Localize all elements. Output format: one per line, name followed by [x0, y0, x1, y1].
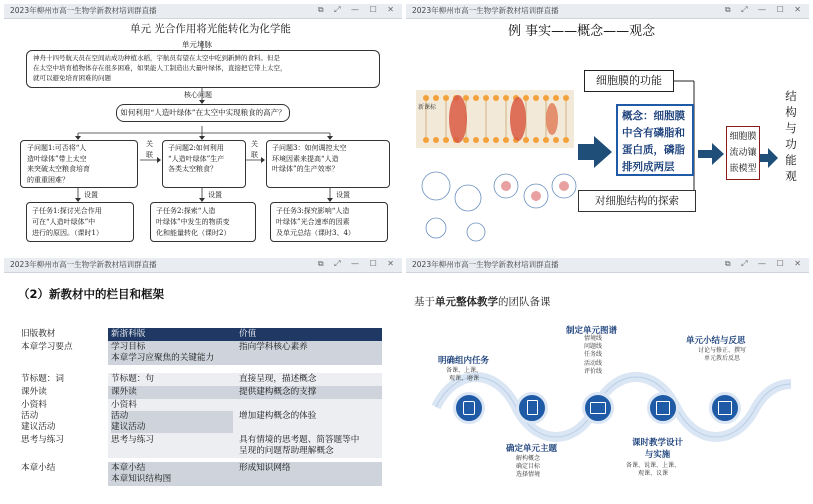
- task-1: [26, 202, 134, 242]
- view-char: 结: [785, 89, 797, 103]
- model-line: 细胞膜: [729, 132, 757, 142]
- task-line: 进行的原因。（课时1）: [32, 229, 103, 237]
- table-cell: [108, 341, 236, 365]
- sub-question-line: 子问题3：如何调控太空: [272, 144, 347, 152]
- step-title-line: 课时教学设计: [632, 437, 684, 447]
- cell-line: 思考与练习: [111, 435, 154, 445]
- cell-line: 活动: [111, 411, 233, 422]
- slide-title: 单元 光合作用将光能转化为化学能: [130, 23, 291, 35]
- step-4-title: [632, 436, 683, 460]
- slide-new-textbook-columns: [4, 272, 402, 500]
- process-wave: [406, 272, 809, 500]
- slide-title: 例 事实——概念——观念: [508, 24, 656, 39]
- cell-line: 小资料: [21, 400, 47, 410]
- step-sub-line: 观课、议课: [638, 471, 669, 478]
- slide-fact-concept-view: [406, 18, 809, 250]
- task-3: [270, 202, 388, 242]
- table-cell: [236, 462, 382, 486]
- table-row: [18, 341, 382, 365]
- title-prefix: 基于: [414, 296, 435, 308]
- step-2-title: 确定单元主题: [506, 443, 558, 453]
- sub-question-3: [266, 140, 390, 188]
- view-char: 与: [785, 121, 797, 135]
- concept-line: 排列成两层: [622, 161, 675, 173]
- concept-line: 概念：细胞膜: [622, 110, 685, 122]
- task-line: 子任务2:探索“人造: [156, 207, 216, 215]
- view-char: 能: [785, 153, 797, 167]
- fact-cell-membrane-function: [584, 70, 674, 92]
- sub-question-line: 造叶绿体”带上太空: [27, 154, 87, 163]
- window-title: 2023年柳州市高一生物学新教材培训群直播: [10, 260, 157, 269]
- cell-line: 学习目标: [111, 342, 146, 352]
- cell-line: 课外读: [111, 387, 137, 397]
- step-5-sub: [698, 347, 746, 363]
- cell-line: 呈现的问题帮助理解概念: [239, 446, 334, 456]
- view-char: 功: [785, 137, 797, 151]
- step-5-circle: [709, 392, 741, 424]
- table-cell: [18, 462, 108, 486]
- window-title: 2023年柳州市高一生物学新教材培训群直播: [10, 6, 157, 15]
- setup-label: 设置: [208, 191, 222, 199]
- setup-label: 设置: [84, 191, 98, 199]
- step-sub-line: 选择情境: [516, 472, 541, 479]
- table-header: 价值: [239, 329, 257, 339]
- window-top-right: [406, 4, 809, 250]
- step-3-sub: [584, 335, 602, 376]
- cell-line: 小资料: [111, 400, 137, 410]
- calendar-icon: [656, 401, 670, 415]
- cell-line: 活动: [21, 411, 39, 421]
- arrow-right-icon: [758, 148, 778, 168]
- step-2-sub: [516, 455, 540, 480]
- table-header: 旧版教材: [18, 328, 108, 341]
- task-line: 可在“人造叶绿体”中: [32, 218, 96, 226]
- step-sub-line: 解构概念: [516, 456, 541, 462]
- relation-label: 关: [146, 140, 153, 148]
- table-cell: [18, 373, 108, 386]
- sub-question-line: 叶绿体”的生产效率？: [272, 165, 339, 173]
- protein: [449, 95, 467, 143]
- window-controls[interactable]: ⧉ ⤢ — ☐ ✕: [317, 5, 398, 14]
- cell-line: 节标题：词: [21, 374, 64, 384]
- cell-line: 思考与练习: [21, 435, 64, 445]
- sub-question-1: [20, 140, 138, 188]
- step-title-line: 与实施: [644, 449, 671, 459]
- step-3-circle: [582, 392, 614, 424]
- cell-line: 提供建构概念的支撑: [239, 387, 317, 397]
- title-bold: 单元整体教学: [435, 296, 498, 308]
- step-5-title: 单元小结与反思: [686, 335, 746, 345]
- table-cell: [236, 373, 382, 386]
- sub-question-line: 环境因素来提高“人造: [272, 154, 339, 163]
- cell-line: 本章知识结构图: [111, 474, 172, 484]
- table-cell: [18, 341, 108, 365]
- window-bottom-left: [4, 258, 402, 500]
- table-row: [18, 399, 382, 434]
- step-4-sub: [626, 462, 680, 478]
- cell-line: 课外读: [21, 387, 47, 397]
- setup-label: 设置: [336, 191, 350, 199]
- relation-label: 联: [146, 151, 153, 159]
- sub-question-line: “人造叶绿体”生产: [168, 154, 225, 163]
- cell-line: 建议活动: [111, 422, 233, 433]
- arrow-right-icon: [578, 136, 612, 168]
- sub-question-line: 子问题1:可否将“人: [27, 144, 87, 152]
- step-sub-line: 备课、说课、上课、: [626, 463, 681, 469]
- title-bar: [406, 258, 809, 273]
- table-cell: [236, 341, 382, 365]
- protein: [546, 103, 558, 135]
- table-cell: [18, 386, 108, 399]
- task-line: 叶绿体”光合速率的因素: [276, 218, 350, 226]
- cell-line: 直接呈现，描述概念: [239, 374, 317, 384]
- table-cell: [236, 399, 382, 434]
- fluid-mosaic-model-box: [726, 126, 760, 180]
- table-cell: [236, 386, 382, 399]
- cell-line: 本章小结: [111, 463, 146, 473]
- view-char: 观: [785, 169, 797, 183]
- view-char: 构: [785, 105, 797, 119]
- protein: [510, 97, 526, 141]
- core-question: 如何利用“人造叶绿体”在太空中实现粮食的高产？: [120, 108, 286, 117]
- window-top-left: [4, 4, 402, 250]
- step-sub-line: 活动线: [584, 360, 603, 367]
- sub-question-line: 来突破太空粮食培育: [27, 165, 90, 173]
- situation-line: 神舟十四号航天员在空间站成功种植水稻，宇航员有望在太空中吃到新鲜的食料。但是: [33, 54, 280, 62]
- title-bar: [4, 4, 402, 19]
- table-header: 新浙科版: [111, 329, 146, 339]
- clipboard-icon: [527, 400, 538, 415]
- sub-question-line: 子问题2:如何利用: [168, 144, 224, 152]
- table-row: [18, 373, 382, 386]
- structure-function-view: [783, 88, 799, 184]
- fact-text: 细胞膜的功能: [596, 74, 662, 87]
- table-row: [18, 434, 382, 458]
- table-cell: [108, 386, 236, 399]
- cell-line: 指向学科核心素养: [239, 342, 308, 352]
- export-icon: [718, 401, 732, 415]
- model-line: 流动镶: [729, 148, 757, 158]
- step-2-circle: [516, 392, 548, 424]
- table-spacer: [18, 365, 382, 373]
- document-icon: [463, 401, 475, 415]
- slide-unit-photosynthesis: [4, 18, 402, 250]
- cell-line: 本章学习应聚焦的关键能力: [111, 353, 215, 363]
- step-sub-line: 单元教后反思: [704, 356, 741, 363]
- situation-line: 在太空中培育植物体存在很多困难，如果能人工制造出大量叶绿体，直接把它带上太空，: [33, 64, 287, 72]
- core-label: 核心问题: [184, 91, 212, 99]
- table-header-row: [18, 328, 382, 341]
- cell-line: 形成知识网络: [239, 463, 291, 473]
- step-1-title: 明确组内任务: [438, 355, 490, 365]
- step-sub-line: 观课、磨课: [449, 376, 480, 383]
- mail-icon: [590, 402, 606, 414]
- table-cell: [236, 434, 382, 458]
- situation-box: [26, 50, 380, 88]
- situation-line: 就可以避免培育困难的问题: [33, 74, 111, 82]
- step-sub-line: 任务线: [584, 352, 603, 359]
- slide-team-lesson-prep: [406, 272, 809, 500]
- table-cell: [108, 399, 236, 434]
- step-3-title: 制定单元图谱: [566, 325, 618, 335]
- cell-line: 增加建构概念的体验: [239, 411, 317, 421]
- cell-line: 本章小结: [21, 463, 56, 473]
- table-row: [18, 462, 382, 486]
- situation-label: 单元境脉: [182, 40, 212, 49]
- title-bar: [406, 4, 809, 19]
- task-line: 及单元总结（课时3、4）: [276, 229, 355, 237]
- sub-question-2: [162, 140, 246, 188]
- concept-line: 蛋白质，磷脂: [622, 144, 685, 156]
- task-line: 子任务1:探讨光合作用: [32, 207, 102, 215]
- task-2: [150, 202, 256, 242]
- comparison-table: [18, 328, 382, 486]
- step-sub-line: 讨论与修正、撰写: [698, 348, 747, 354]
- membrane-label: 新课标: [418, 104, 437, 111]
- step-sub-line: 情境线: [584, 336, 603, 342]
- title-suffix: 的团队备课: [498, 296, 551, 308]
- task-line: 化和能量转化（课时2）: [156, 229, 231, 237]
- window-title: 2023年柳州市高一生物学新教材培训群直播: [412, 6, 559, 15]
- fact-text: 对细胞结构的探索: [595, 195, 679, 207]
- relation-label: 联: [251, 151, 258, 159]
- task-line: 叶绿体”中发生的物质变: [156, 218, 230, 226]
- arrow-right-icon: [698, 143, 724, 165]
- step-sub-line: 备课、上课、: [446, 368, 483, 374]
- concept-line: 中含有磷脂和: [622, 127, 685, 139]
- cell-line: 本章学习要点: [21, 342, 73, 352]
- step-4-circle: [647, 392, 679, 424]
- step-sub-line: 评价线: [584, 368, 603, 375]
- window-bottom-right: [406, 258, 809, 500]
- step-1-circle: [453, 392, 485, 424]
- slide-title: （2）新教材中的栏目和框架: [18, 287, 165, 301]
- sub-question-line: 各类太空粮食？: [168, 165, 217, 173]
- step-sub-line: 确定目标: [516, 464, 541, 471]
- task-line: 子任务3:探究影响“人造: [276, 207, 350, 215]
- sub-question-line: 的重重困难？: [27, 175, 69, 184]
- table-cell: [108, 434, 236, 458]
- table-cell: [108, 373, 236, 386]
- cell-line: 具有情境的思考题、简答题等中: [239, 435, 360, 445]
- window-controls[interactable]: ⧉ ⤢ — ☐ ✕: [724, 5, 805, 14]
- table-cell: [108, 462, 236, 486]
- window-controls[interactable]: ⧉ ⤢ — ☐ ✕: [317, 259, 398, 268]
- title-bar: [4, 258, 402, 273]
- cell-line: 节标题：句: [111, 374, 154, 384]
- step-1-sub: [446, 367, 482, 383]
- model-line: 嵌模型: [729, 164, 757, 174]
- step-sub-line: 问题线: [584, 344, 603, 351]
- core-question-box: [116, 104, 290, 122]
- table-row: [18, 386, 382, 399]
- fact-cell-structure-exploration: [578, 190, 696, 212]
- relation-label: 关: [251, 140, 258, 148]
- table-cell: [18, 399, 108, 434]
- window-title: 2023年柳州市高一生物学新教材培训群直播: [412, 260, 559, 269]
- concept-box: [616, 104, 694, 176]
- cell-line: 建议活动: [21, 422, 56, 432]
- table-cell: [18, 434, 108, 458]
- window-controls[interactable]: ⧉ ⤢ — ☐ ✕: [724, 259, 805, 268]
